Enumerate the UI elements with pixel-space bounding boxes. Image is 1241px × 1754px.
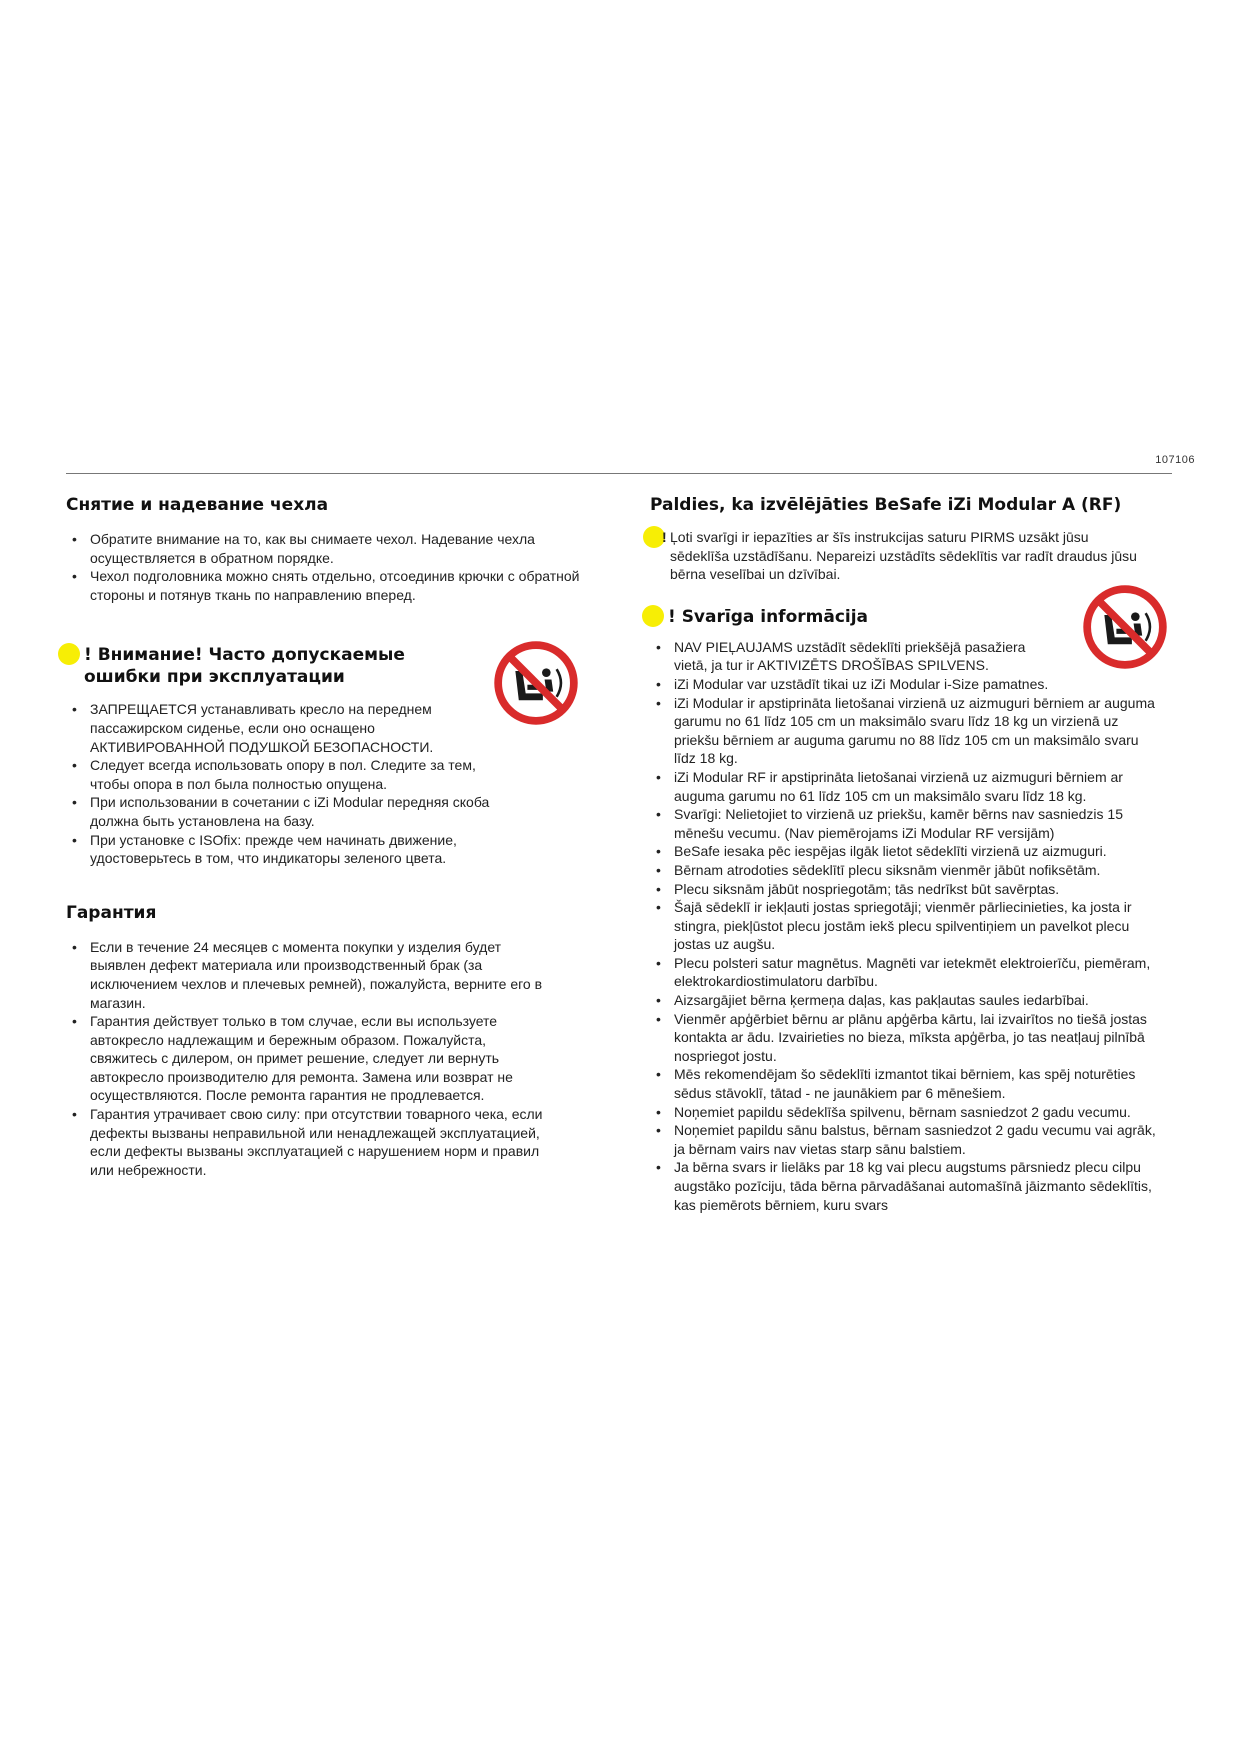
warning-list: [66, 700, 496, 867]
right-column: [650, 494, 1170, 1214]
list-item: • Обратите внимание на то, как вы снимаете чехол. Надевание чехла осуществляется в обратном порядке.: [66, 530, 586, 567]
doc-code: 107106: [1155, 454, 1195, 466]
warning-section: [66, 644, 586, 867]
warning-dot-icon: [642, 605, 664, 627]
list-item: • При использовании в сочетании с iZi Modular передняя скоба должна быть установлена на базу.: [66, 793, 496, 830]
list-item: • BeSafe iesaka pēc iespējas ilgāk lietot sēdeklīti virzienā uz aizmuguri.: [650, 842, 1160, 861]
list-item: • Гарантия утрачивает свою силу: при отсутствии товарного чека, если дефекты вызваны неправильной или ненадлежащей эксплуатацией, если дефекты вызваны эксплуатацией с нарушением норм и правил или небрежности.: [66, 1105, 556, 1179]
list-item: • Noņemiet papildu sēdeklīša spilvenu, bērnam sasniedzot 2 gadu vecumu.: [650, 1103, 1160, 1122]
list-item: • Plecu polsteri satur magnētus. Magnēti var ietekmēt elektroierīču, piemēram, elektrokardiostimulatoru darbību.: [650, 954, 1160, 991]
cover-section: [66, 494, 586, 604]
list-item: • Šajā sēdeklī ir iekļauti jostas spriegotāji; vienmēr pārliecinieties, ka josta ir stingra, piekļūstot plecu jostām iekš plecu spilventiņiem un pavelkot plecu jostas uz augšu.: [650, 898, 1160, 954]
list-item: • Mēs rekomendējam šo sēdeklīti izmantot tikai bērniem, kas spēj noturēties sēdus stāvoklī, tātad - ne jaunākiem par 6 mēnešiem.: [650, 1065, 1160, 1102]
left-column: [66, 494, 586, 1179]
no-airbag-prohibition-icon: [493, 640, 579, 726]
warning-heading: [66, 644, 464, 688]
list-item: • Чехол подголовника можно снять отдельно, отсоединив крючки с обратной стороны и потянув ткань по направлению вперед.: [66, 567, 586, 604]
warning-title: Внимание! Часто допускаемые ошибки при эксплуатации: [84, 645, 405, 688]
header-rule: [66, 473, 1172, 474]
cover-list: [66, 530, 586, 604]
thanks-section: [650, 494, 1170, 584]
important-heading: [650, 606, 1170, 628]
list-item: • Если в течение 24 месяцев с момента покупки у изделия будет выявлен дефект материала или производственный брак (за исключением чехлов и плечевых ремней), пожалуйста, верните его в магазин.: [66, 938, 556, 1012]
list-item: • Vienmēr apģērbiet bērnu ar plānu apģērba kārtu, lai izvairītos no tiešā jostas kontakta ar ādu. Izvairieties no bieza, mīksta apģērba, jo tas neatļauj pilnībā nospriegot jostu.: [650, 1010, 1160, 1066]
list-item: • ЗАПРЕЩАЕТСЯ устанавливать кресло на переднем пассажирском сиденье, если оно оснащено АКТИВИРОВАННОЙ ПОДУШКОЙ БЕЗОПАСНОСТИ.: [66, 700, 496, 756]
list-item: • Следует всегда использовать опору в пол. Следите за тем, чтобы опора в пол была полностью опущена.: [66, 756, 496, 793]
list-item: • Bērnam atrodoties sēdeklītī plecu siksnām vienmēr jābūt nofiksētām.: [650, 861, 1160, 880]
cover-title: Снятие и надевание чехла: [66, 495, 329, 515]
list-item: • Plecu siksnām jābūt nospriegotām; tās nedrīkst būt savērptas.: [650, 880, 1160, 899]
important-section: [650, 606, 1170, 1214]
list-item: • Aizsargājiet bērna ķermeņa daļas, kas pakļautas saules iedarbībai.: [650, 991, 1160, 1010]
list-item: • При установке с ISOfix: прежде чем начинать движение, удостоверьтесь в том, что индикаторы зеленого цвета.: [66, 831, 496, 868]
warning-mark: !: [662, 529, 667, 545]
thanks-text: Ļoti svarīgi ir iepazīties ar šīs instrukcijas saturu PIRMS uzsākt jūsu sēdeklīša uzstādīšanu. Nepareizi uzstādīts sēdeklītis var radīt draudus jūsu bērna veselībai un dzīvībai.: [670, 529, 1137, 583]
list-item: • iZi Modular RF ir apstiprināta lietošanai virzienā uz aizmuguri bērniem ar auguma garumu no 61 līdz 105 cm un maksimālo svaru līdz 18 kg.: [650, 768, 1160, 805]
important-title: Svarīga informācija: [681, 606, 869, 627]
list-item: • iZi Modular var uzstādīt tikai uz iZi Modular i-Size pamatnes.: [650, 675, 1160, 694]
important-list: [650, 638, 1160, 1214]
thanks-title: Paldies, ka izvēlējāties BeSafe iZi Modular A (RF): [650, 495, 1122, 515]
warranty-list: [66, 938, 556, 1180]
list-item: • Noņemiet papildu sānu balstus, bērnam sasniedzot 2 gadu vecumu vai agrāk, ja bērnam vairs nav vietas starp sānu balstiem.: [650, 1121, 1160, 1158]
warning-mark: !: [84, 645, 92, 666]
thanks-warning: [650, 528, 1140, 584]
warning-mark: !: [668, 606, 676, 627]
warning-dot-icon: [58, 643, 80, 665]
warranty-section: [66, 902, 586, 1180]
list-item: • iZi Modular ir apstiprināta lietošanai virzienā uz aizmuguri bērniem ar auguma garumu no 61 līdz 105 cm un maksimālo svaru līdz 18 kg un virzienā uz priekšu bērniem ar auguma garumu no 88 līdz 105 cm un maksimālo svaru līdz 18 kg.: [650, 694, 1160, 768]
list-item: • NAV PIEĻAUJAMS uzstādīt sēdeklīti priekšējā pasažiera vietā, ja tur ir AKTIVIZĒTS DROŠĪBAS SPILVENS.: [650, 638, 1160, 675]
warranty-title: Гарантия: [66, 902, 157, 923]
list-item: • Svarīgi: Nelietojiet to virzienā uz priekšu, kamēr bērns nav sasniedzis 15 mēnešu vecumu. (Nav piemērojams iZi Modular RF versijām): [650, 805, 1160, 842]
list-item: • Гарантия действует только в том случае, если вы используете автокресло надлежащим и бережным образом. Пожалуйста, свяжитесь с дилером, он примет решение, следует ли вернуть автокресло производителю для ремонта. Замена или возврат не осуществляются. После ремонта гарантия не продлевается.: [66, 1012, 556, 1105]
list-item: • Ja bērna svars ir lielāks par 18 kg vai plecu augstums pārsniedz plecu cilpu augstāko pozīciju, tāda bērna pārvadāšanai automašīnā jāizmanto sēdeklītis, kas piemērots bērniem, kuru svars: [650, 1158, 1160, 1214]
